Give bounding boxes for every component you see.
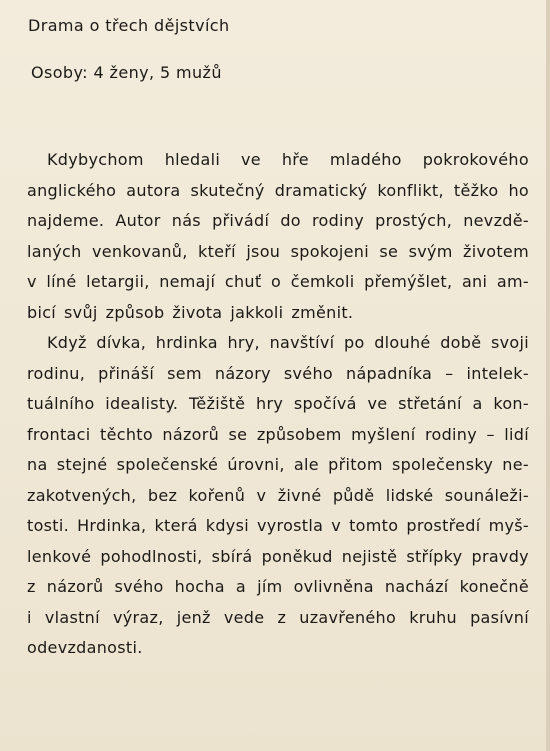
text-line (27, 633, 529, 664)
word: o (271, 272, 282, 291)
word: navštíví (269, 333, 335, 352)
word: idealisty. (105, 394, 179, 413)
word: skutečný (190, 180, 265, 200)
word: i (27, 607, 32, 627)
word: bicí (27, 302, 57, 322)
word: tosti. (27, 516, 70, 535)
word: rodinu, (27, 363, 86, 383)
word: hře (281, 150, 309, 169)
word: frontaci (27, 424, 91, 444)
word: jsou (246, 241, 281, 261)
word: Autor (115, 211, 161, 230)
word: střetání (398, 394, 462, 413)
word: jím (257, 577, 283, 596)
word: čemkoli (290, 272, 355, 291)
word: najdeme. (27, 211, 105, 230)
word: laných (27, 241, 82, 261)
word: kořenů (188, 485, 246, 505)
word: Těžiště (189, 394, 246, 413)
word: ale (293, 455, 319, 474)
word: názorů (162, 424, 220, 444)
word: hrdinka (155, 333, 218, 352)
word: nevzdě- (463, 211, 529, 230)
word: do (280, 211, 301, 230)
word: na (27, 455, 48, 474)
word: střípky (406, 546, 463, 566)
word: změnit. (291, 302, 354, 322)
word: půdě (332, 485, 375, 505)
word: pravdy (471, 546, 529, 566)
word: myšlení (351, 424, 416, 444)
word: která (154, 516, 198, 535)
word: prostředí (406, 516, 481, 535)
word: myš- (488, 516, 529, 535)
word: bez (147, 485, 178, 505)
word: pokrokového (422, 150, 529, 169)
word: v (27, 272, 37, 291)
text-line (27, 359, 529, 390)
word: sbírá (211, 546, 253, 566)
word: životem (463, 241, 529, 261)
word: ovlivněna (293, 577, 374, 596)
word: a (472, 394, 483, 413)
word: v (256, 485, 267, 505)
word: rodiny (424, 424, 477, 444)
word: venkovanů, (92, 241, 188, 261)
word: ho (508, 180, 529, 200)
word: nás (171, 211, 201, 230)
word: spočívá (293, 394, 357, 413)
word: letargii, (86, 272, 150, 291)
word: a (235, 577, 247, 596)
word: kteří (198, 241, 236, 261)
word: uzavřeného (299, 607, 397, 627)
word: tuálního (27, 394, 95, 413)
word: stejné (56, 455, 108, 474)
word: přináší (98, 363, 155, 383)
word: lidské (385, 485, 434, 505)
word: ne- (502, 455, 529, 474)
word: společensky (391, 455, 494, 474)
word: jakkoli (230, 302, 284, 322)
word: – (486, 424, 495, 444)
word: hry (256, 394, 284, 413)
word: sem (167, 363, 202, 383)
word: pohodlnosti, (100, 546, 203, 566)
word: hocha (174, 577, 225, 596)
word: nemají (159, 272, 216, 291)
word: spokojeni (290, 241, 369, 261)
word: lidí (504, 424, 529, 444)
word: odevzdanosti. (27, 638, 143, 657)
word: tomto (349, 516, 399, 535)
word: mladého (329, 150, 402, 169)
text-line (27, 450, 529, 481)
word: Hrdinka, (77, 516, 147, 535)
word: po (344, 333, 365, 352)
word: názory (214, 363, 271, 383)
page-edge (546, 0, 550, 751)
word: sounáleži- (444, 485, 529, 505)
text-line (27, 176, 529, 207)
word: chuť (224, 272, 262, 291)
word: poněkud (261, 546, 333, 566)
text-line (27, 481, 529, 512)
word: názorů (46, 577, 104, 596)
text-line (27, 328, 529, 359)
word: z (27, 577, 36, 596)
word: se (228, 424, 248, 444)
word: se (379, 241, 399, 261)
word: konečně (459, 577, 529, 596)
word: – (445, 363, 454, 383)
word: pasívní (470, 607, 529, 627)
word: nápadníka (346, 363, 433, 383)
word: ve (367, 394, 388, 413)
word: době (440, 333, 482, 352)
text-line (27, 389, 529, 420)
word: těchto (100, 424, 153, 444)
word: ani (461, 272, 488, 291)
word: autora (126, 180, 181, 200)
word: společenské (116, 455, 219, 474)
word: způsob (105, 302, 165, 322)
word: těžko (453, 180, 499, 200)
text-line (27, 603, 529, 634)
text-line (27, 572, 529, 603)
word: lenkové (27, 546, 92, 566)
word: přitom (328, 455, 383, 474)
word: anglického (27, 180, 117, 200)
word: nejistě (341, 546, 398, 566)
word: kdysi (205, 516, 249, 535)
text-line (27, 206, 529, 237)
word: hledali (164, 150, 221, 169)
text-line (27, 145, 529, 176)
word: dívka, (96, 333, 147, 352)
word: hry, (227, 333, 260, 352)
word: živné (277, 485, 322, 505)
word: kruhu (409, 607, 457, 627)
word: svým (408, 241, 453, 261)
text-line (27, 420, 529, 451)
word: v (331, 516, 342, 535)
word: líné (46, 272, 77, 291)
word: am- (496, 272, 529, 291)
word: vede (223, 607, 265, 627)
word: jenž (176, 607, 211, 627)
word: života (172, 302, 223, 322)
word: zakotvených, (27, 485, 137, 505)
word: způsobem (256, 424, 342, 444)
word: vlastní (44, 607, 100, 627)
word: svého (283, 363, 333, 383)
text-line (27, 267, 529, 298)
word: Když (47, 333, 87, 352)
word: přivádí (212, 211, 270, 230)
text-line (27, 237, 529, 268)
text-line (27, 511, 529, 542)
word: výraz, (112, 607, 164, 627)
word: ve (241, 150, 261, 169)
word: svého (114, 577, 164, 596)
word: svůj (64, 302, 98, 322)
play-subtitle: Drama o třech dějstvích (28, 16, 230, 35)
word: vyrostla (257, 516, 324, 535)
word: přemýšlet, (364, 272, 453, 291)
word: intelek- (466, 363, 529, 383)
word: dramatický (274, 180, 368, 200)
word: rodiny (311, 211, 365, 230)
word: dlouhé (374, 333, 431, 352)
word: nachází (384, 577, 449, 596)
word: prostých, (375, 211, 453, 230)
word: úrovni, (227, 455, 285, 474)
word: svoji (490, 333, 529, 352)
word: konflikt, (377, 180, 444, 200)
text-line (27, 298, 529, 329)
body-text (27, 145, 529, 664)
word: z (277, 607, 287, 627)
cast-line: Osoby: 4 ženy, 5 mužů (31, 63, 222, 82)
word: kon- (493, 394, 529, 413)
text-line (27, 542, 529, 573)
word: Kdybychom (47, 150, 144, 169)
